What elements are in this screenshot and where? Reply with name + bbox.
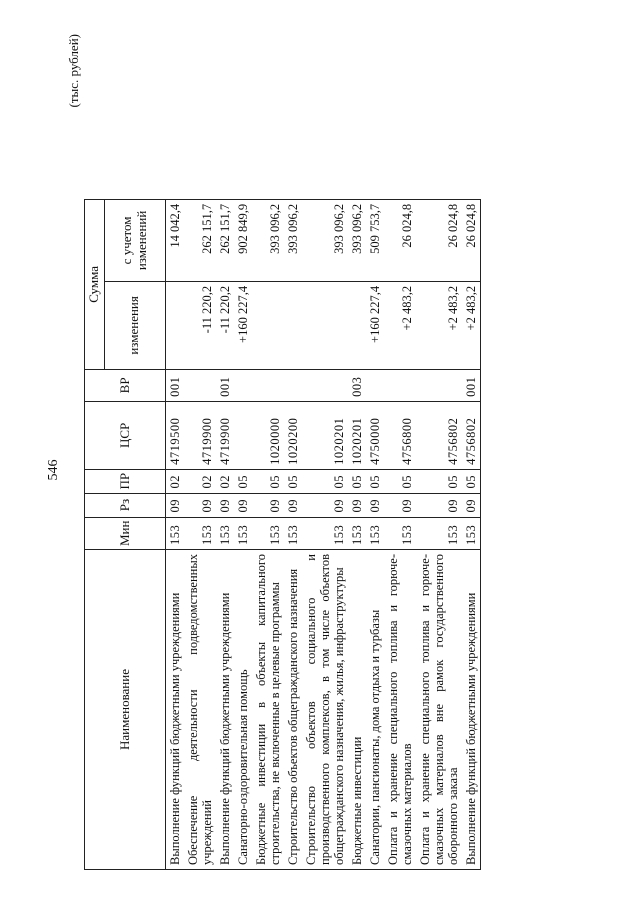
row-min-code: 153	[216, 517, 234, 549]
row-min-code: 153	[184, 517, 216, 549]
table-row	[165, 199, 184, 869]
row-vr-code	[416, 369, 462, 401]
row-rz-code: 09	[216, 493, 234, 517]
row-vr-code	[284, 369, 302, 401]
row-csr-code: 4756802	[462, 401, 481, 469]
row-min-code: 153	[348, 517, 366, 549]
row-name: Выполнение функций бюджетными учреждениями	[165, 550, 184, 870]
row-rz-code: 09	[348, 493, 366, 517]
row-total-amount: 262 151,7	[216, 199, 234, 281]
row-name: Обеспечение деятельности подведомственных учреждений	[184, 550, 216, 870]
row-change-amount	[284, 281, 302, 369]
row-min-code: 153	[302, 517, 348, 549]
header-pr: ПР	[85, 469, 166, 493]
table-body	[165, 199, 480, 869]
row-csr-code: 4719900	[216, 401, 234, 469]
row-total-amount: 26 024,8	[384, 199, 416, 281]
row-rz-code: 09	[384, 493, 416, 517]
header-with-changes: с учетом изменений	[104, 199, 165, 281]
table-header	[85, 199, 166, 869]
row-min-code: 153	[252, 517, 284, 549]
row-pr-code: 05	[348, 469, 366, 493]
row-name: Строительство объектов социального и производственного комплексов, в том числе объектов общегражданского назначения, жилья, инфраструктуры	[302, 550, 348, 870]
row-rz-code: 09	[462, 493, 481, 517]
row-total-amount: 902 849,9	[234, 199, 252, 281]
row-pr-code: 02	[165, 469, 184, 493]
row-csr-code: 1020000	[252, 401, 284, 469]
row-change-amount	[252, 281, 284, 369]
row-change-amount: +2 483,2	[416, 281, 462, 369]
row-name: Строительство объектов общегражданского назначения	[284, 550, 302, 870]
table-row	[302, 199, 348, 869]
table-row	[416, 199, 462, 869]
row-csr-code: 4750000	[366, 401, 384, 469]
header-rz: Рз	[85, 493, 166, 517]
row-min-code: 153	[462, 517, 481, 549]
table-row	[366, 199, 384, 869]
row-rz-code: 09	[416, 493, 462, 517]
row-csr-code: 1020201	[302, 401, 348, 469]
row-name: Оплата и хранение специального топлива и горюче-смазочных материалов	[384, 550, 416, 870]
row-pr-code: 02	[216, 469, 234, 493]
row-total-amount: 393 096,2	[302, 199, 348, 281]
row-change-amount: +2 483,2	[462, 281, 481, 369]
row-total-amount: 26 024,8	[416, 199, 462, 281]
table-row	[462, 199, 481, 869]
row-rz-code: 09	[184, 493, 216, 517]
row-total-amount: 393 096,2	[284, 199, 302, 281]
row-change-amount: +160 227,4	[234, 281, 252, 369]
table-row	[234, 199, 252, 869]
row-vr-code: 001	[165, 369, 184, 401]
row-vr-code	[384, 369, 416, 401]
row-vr-code	[252, 369, 284, 401]
row-rz-code: 09	[284, 493, 302, 517]
row-rz-code: 09	[252, 493, 284, 517]
row-change-amount: +2 483,2	[384, 281, 416, 369]
row-change-amount: -11 220,2	[184, 281, 216, 369]
row-change-amount	[165, 281, 184, 369]
row-csr-code	[234, 401, 252, 469]
row-total-amount: 509 753,7	[366, 199, 384, 281]
row-name: Выполнение функций бюджетными учреждениями	[216, 550, 234, 870]
row-csr-code: 4719900	[184, 401, 216, 469]
table-row	[184, 199, 216, 869]
header-vr: ВР	[85, 369, 166, 401]
units-note: (тыс. рублей)	[66, 34, 81, 108]
row-total-amount: 262 151,7	[184, 199, 216, 281]
header-min: Мин	[85, 517, 166, 549]
row-change-amount	[348, 281, 366, 369]
row-pr-code: 05	[462, 469, 481, 493]
header-sum: Сумма	[85, 199, 105, 369]
row-change-amount: +160 227,4	[366, 281, 384, 369]
row-pr-code: 05	[234, 469, 252, 493]
table-row	[384, 199, 416, 869]
row-csr-code: 4719500	[165, 401, 184, 469]
table-row	[252, 199, 284, 869]
row-pr-code: 05	[302, 469, 348, 493]
row-name: Бюджетные инвестиции	[348, 550, 366, 870]
row-rz-code: 09	[165, 493, 184, 517]
rotated-page-content	[64, 30, 576, 870]
row-vr-code: 001	[462, 369, 481, 401]
row-rz-code: 09	[302, 493, 348, 517]
row-min-code: 153	[234, 517, 252, 549]
page-number: 546	[46, 459, 61, 481]
row-csr-code: 4756800	[384, 401, 416, 469]
table-row	[348, 199, 366, 869]
row-change-amount: -11 220,2	[216, 281, 234, 369]
row-change-amount	[302, 281, 348, 369]
row-name: Санатории, пансионаты, дома отдыха и турбазы	[366, 550, 384, 870]
row-vr-code	[366, 369, 384, 401]
header-change: изменения	[104, 281, 165, 369]
row-pr-code: 05	[416, 469, 462, 493]
row-total-amount: 14 042,4	[165, 199, 184, 281]
row-vr-code: 001	[216, 369, 234, 401]
row-pr-code: 05	[366, 469, 384, 493]
row-vr-code	[234, 369, 252, 401]
row-total-amount: 26 024,8	[462, 199, 481, 281]
row-min-code: 153	[284, 517, 302, 549]
row-vr-code: 003	[348, 369, 366, 401]
table-row	[216, 199, 234, 869]
row-name: Оплата и хранение специального топлива и горюче-смазочных материалов вне рамок государственного оборонного заказа	[416, 550, 462, 870]
row-name: Выполнение функций бюджетными учреждениями	[462, 550, 481, 870]
row-pr-code: 02	[184, 469, 216, 493]
table-row	[284, 199, 302, 869]
row-name: Санаторно-оздоровительная помощь	[234, 550, 252, 870]
row-min-code: 153	[416, 517, 462, 549]
row-name: Бюджетные инвестиции в объекты капитального строительства, не включенные в целевые программы	[252, 550, 284, 870]
row-rz-code: 09	[234, 493, 252, 517]
row-csr-code: 1020200	[284, 401, 302, 469]
row-vr-code	[302, 369, 348, 401]
row-csr-code: 4756802	[416, 401, 462, 469]
row-rz-code: 09	[366, 493, 384, 517]
row-pr-code: 05	[252, 469, 284, 493]
row-min-code: 153	[366, 517, 384, 549]
header-csr: ЦСР	[85, 401, 166, 469]
row-min-code: 153	[384, 517, 416, 549]
header-name: Наименование	[85, 550, 166, 870]
budget-table	[84, 199, 481, 870]
row-total-amount: 393 096,2	[348, 199, 366, 281]
row-pr-code: 05	[284, 469, 302, 493]
row-csr-code: 1020201	[348, 401, 366, 469]
row-vr-code	[184, 369, 216, 401]
row-pr-code: 05	[384, 469, 416, 493]
row-total-amount: 393 096,2	[252, 199, 284, 281]
row-min-code: 153	[165, 517, 184, 549]
